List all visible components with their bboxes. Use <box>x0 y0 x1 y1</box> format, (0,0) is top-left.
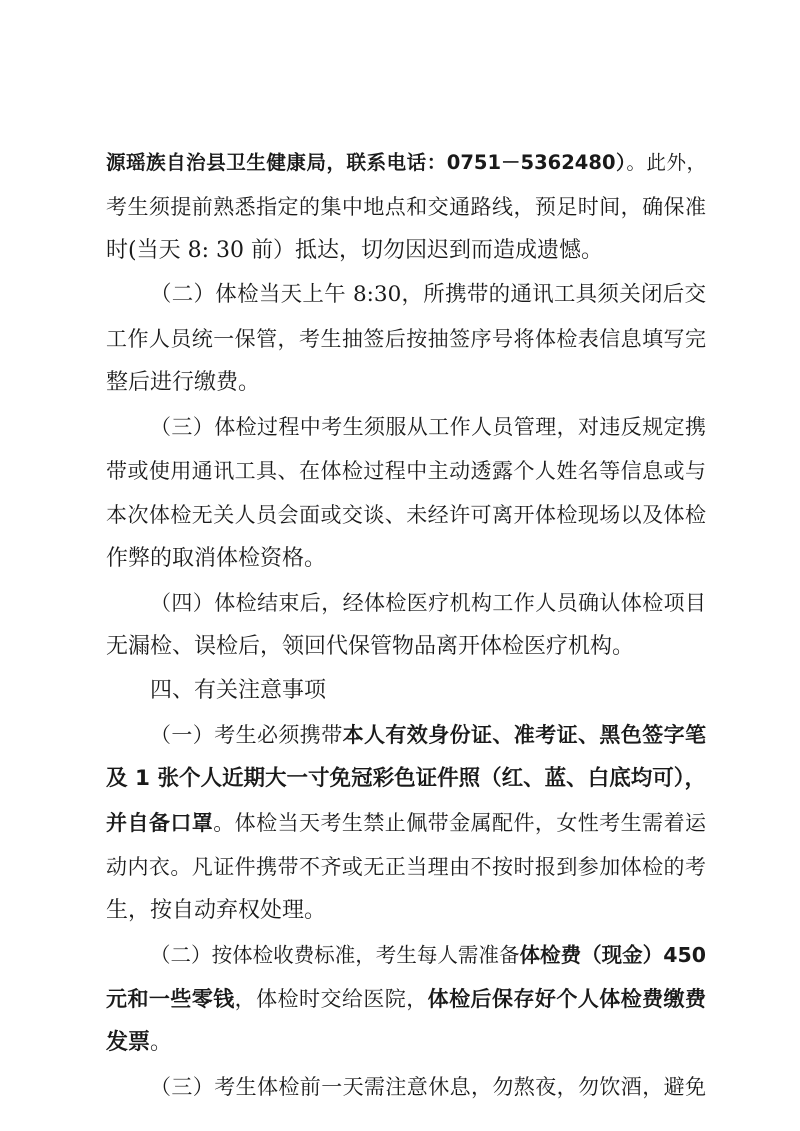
paragraph-4-line-2: 无漏检、误检后，领回代保管物品离开体检医疗机构。 <box>106 634 635 659</box>
paragraph-5-line-2: 及 1 张个人近期大一寸免冠彩色证件照（红、蓝、白底均可）， <box>106 766 706 791</box>
paragraph-3-line-4: 作弊的取消体检资格。 <box>106 546 327 571</box>
paragraph-3-line-1: （三）体检过程中考生须服从工作人员管理，对违反规定携 <box>150 415 706 439</box>
paragraph-2-line-2: 工作人员统一保管，考生抽签后按抽签序号将体检表信息填写完 <box>106 327 706 351</box>
required-items-bold: 本人有效身份证、准考证、黑色签字笔 <box>342 723 707 747</box>
paragraph-1-line-2: 考生须提前熟悉指定的集中地点和交通路线，预足时间，确保准 <box>106 195 706 219</box>
change-bold: 元和一些零钱 <box>106 987 235 1011</box>
paragraph-1-line-1-rest: 。此外， <box>626 151 706 174</box>
paragraph-4-line-1: （四）体检结束后，经体检医疗机构工作人员确认体检项目 <box>150 591 706 615</box>
paragraph-1-line-3: 时(当天 8: 30 前）抵达，切勿因迟到而造成遗憾。 <box>106 238 603 263</box>
keep-invoice-bold: 体检后保存好个人体检费缴费 <box>427 987 707 1011</box>
paragraph-3-line-2: 带或使用通讯工具、在体检过程中主动透露个人姓名等信息或与 <box>106 459 706 483</box>
paragraph-6-line-1 <box>150 940 706 970</box>
paragraph-6-line-2 <box>106 984 706 1014</box>
paragraph-6-line-1-plain: （二）按体检收费标准，考生每人需准备 <box>150 943 520 967</box>
invoice-bold: 发票 <box>106 1030 151 1055</box>
paragraph-6-line-3 <box>106 1028 706 1058</box>
paragraph-2-line-3: 整后进行缴费。 <box>106 370 261 395</box>
paragraph-2-line-1: （二）体检当天上午 8:30，所携带的通讯工具须关闭后交 <box>150 282 706 307</box>
paragraph-3-line-3: 本次体检无关人员会面或交谈、未经许可离开体检现场以及体检 <box>106 503 706 527</box>
contact-info-bold: 源瑶族自治县卫生健康局，联系电话：0751－5362480） <box>106 151 627 174</box>
paragraph-5-line-5: 生，按自动弃权处理。 <box>106 898 327 923</box>
paragraph-7-line-1: （三）考生体检前一天需注意休息，勿熬夜，勿饮酒，避免 <box>150 1075 706 1099</box>
paragraph-5-line-1 <box>150 720 706 750</box>
section-heading-notes: 四、有关注意事项 <box>150 678 327 703</box>
paragraph-6-line-2-plain: ，体检时交给医院， <box>234 987 428 1011</box>
paragraph-5-line-1-plain: （一）考生必须携带 <box>150 723 343 747</box>
exam-fee-bold: 体检费（现金）450 <box>519 943 707 967</box>
paragraph-5-line-3 <box>106 808 706 838</box>
paragraph-5-line-3-rest: 。体检当天考生禁止佩带金属配件，女性考生需着运 <box>213 811 707 835</box>
paragraph-5-line-4: 动内衣。凡证件携带不齐或无正当理由不按时报到参加体检的考 <box>106 855 706 879</box>
paragraph-1-line-1 <box>106 148 706 178</box>
paragraph-6-line-3-rest: 。 <box>150 1030 173 1055</box>
mask-requirement-bold: 并自备口罩 <box>106 811 214 835</box>
